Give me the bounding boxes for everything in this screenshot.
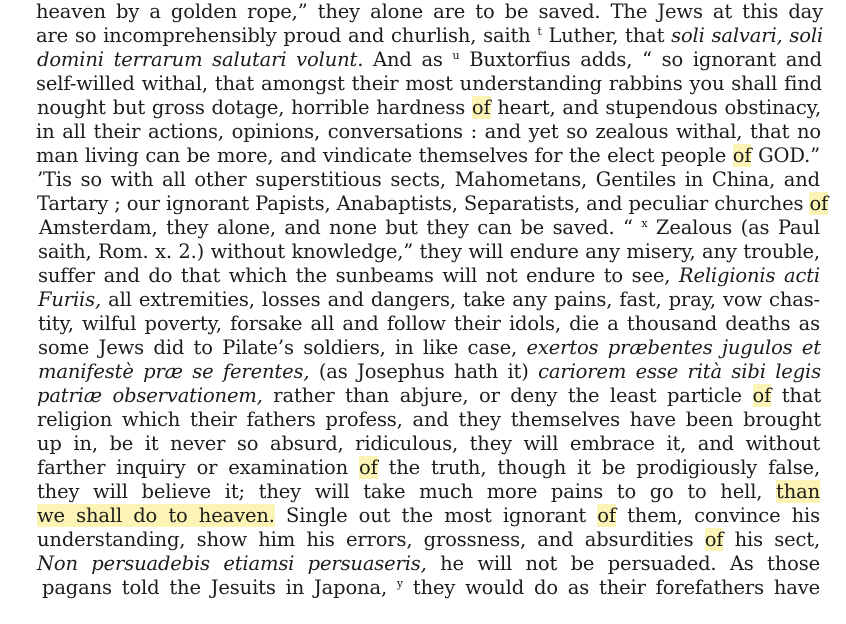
highlighted-text: of	[809, 192, 829, 215]
text-segment: ’Tis so with all other superstitious sects, Mahometans, Gentiles in China, and	[37, 168, 820, 191]
text-line-4	[0, 72, 846, 96]
text-segment: And as	[363, 48, 453, 71]
highlighted-text: of	[732, 144, 752, 167]
text-segment: understanding, show him his errors, grossness, and absurdities	[37, 528, 705, 551]
highlighted-text: of	[471, 96, 491, 119]
text-segment: GOD.”	[751, 144, 820, 167]
text-line-21	[0, 480, 846, 504]
italic-text: cariorem esse rità sibi legis	[538, 360, 821, 383]
italic-text: domini terrarum salutari volunt.	[37, 48, 364, 71]
text-segment: they would do as their forefathers have	[402, 576, 820, 599]
text-line-20	[0, 456, 846, 480]
text-line-19	[0, 432, 846, 456]
text-line-18	[0, 408, 846, 432]
italic-text: manifestè præ se ferentes,	[38, 360, 310, 383]
footnote-marker: y	[396, 577, 403, 590]
text-line-7	[0, 144, 846, 168]
text-segment: Amsterdam, they alone, and none but they can be saved. “	[39, 216, 642, 239]
highlighted-text: we shall do to heaven.	[37, 504, 275, 527]
text-segment: heaven by a golden rope,” they alone are to be saved. The Jews at this day	[36, 0, 823, 23]
text-segment: Single out the most ignorant	[274, 504, 598, 527]
text-line-9	[0, 192, 846, 216]
text-segment: saith, Rom. x. 2.) without knowledge,” they will endure any misery, any trouble,	[38, 240, 820, 263]
text-segment: heart, and stupendous obstinacy,	[490, 96, 822, 119]
italic-text: Religionis acti	[678, 264, 821, 287]
text-segment: tity, wilful poverty, forsake all and follow their idols, die a thousand deaths as	[38, 312, 820, 335]
highlighted-text: of	[704, 528, 724, 551]
text-segment: his sect,	[723, 528, 821, 551]
text-segment: are so incomprehensibly proud and churlish, saith	[36, 24, 538, 47]
highlighted-text: than	[776, 480, 820, 503]
text-segment: suffer and do that which the sunbeams will not endure to see,	[38, 264, 679, 287]
highlighted-text: of	[597, 504, 616, 527]
text-segment: he will not be persuaded. As those	[426, 552, 820, 575]
text-segment: the truth, though it be prodigiously false,	[377, 456, 820, 479]
text-segment: (as Josephus hath it)	[309, 360, 539, 383]
highlighted-text: of	[358, 456, 378, 479]
text-segment: them, convince his	[615, 504, 821, 527]
text-line-17	[0, 384, 846, 408]
text-segment: they will believe it; they will take much more pains to go to hell,	[37, 480, 777, 503]
text-line-8	[0, 168, 846, 192]
footnote-marker: u	[452, 49, 460, 62]
italic-text: Furiis,	[38, 288, 102, 311]
text-segment: self-willed withal, that amongst their most understanding rabbins you shall find	[36, 72, 822, 95]
text-line-15	[0, 336, 846, 360]
text-line-23	[0, 528, 846, 552]
text-segment: rather than abjure, or deny the least particle	[262, 384, 753, 407]
text-line-1	[0, 0, 846, 24]
text-line-13	[0, 288, 846, 312]
text-segment: in all their actions, opinions, conversations : and yet so zealous withal, that no	[36, 120, 821, 143]
text-segment: Luther, that	[541, 24, 672, 47]
italic-text: Non persuadebis etiamsi persuaseris,	[37, 552, 427, 575]
text-line-12	[0, 264, 846, 288]
text-segment: nought but gross dotage, horrible hardness	[37, 96, 472, 119]
text-line-5	[0, 96, 846, 120]
text-segment: Buxtorfius adds, “ so ignorant and	[459, 48, 822, 71]
text-segment: pagans told the Jesuits in Japona,	[42, 576, 397, 599]
text-segment: man living can be more, and vindicate themselves for the elect people	[36, 144, 733, 167]
text-line-16	[0, 360, 846, 384]
text-segment: Tartary ; our ignorant Papists, Anabaptists, Separatists, and peculiar churches	[37, 192, 810, 215]
text-segment: that	[771, 384, 822, 407]
text-segment: religion which their fathers profess, and they themselves have been brought	[37, 408, 821, 431]
text-segment: some Jews did to Pilate’s soldiers, in like case,	[38, 336, 527, 359]
text-segment: up in, be it never so absurd, ridiculous, they will embrace it, and without	[37, 432, 820, 455]
text-line-24	[0, 552, 846, 576]
highlighted-text: of	[752, 384, 772, 407]
text-line-11	[0, 240, 846, 264]
text-line-14	[0, 312, 846, 336]
text-segment: all extremities, losses and dangers, take any pains, fast, pray, vow chas-	[101, 288, 820, 311]
text-line-22	[0, 504, 846, 528]
text-segment: farther inquiry or examination	[37, 456, 359, 479]
italic-text: soli salvari, soli	[671, 24, 823, 47]
text-segment: Zealous (as Paul	[647, 216, 820, 239]
text-line-10	[0, 216, 846, 240]
footnote-marker: t	[537, 25, 542, 38]
text-line-3	[0, 48, 846, 72]
footnote-marker: x	[641, 217, 648, 230]
text-line-25	[0, 576, 846, 600]
italic-text: exertos præbentes jugulos et	[526, 336, 821, 359]
text-line-2	[0, 24, 846, 48]
text-line-6	[0, 120, 846, 144]
italic-text: patriæ observationem,	[37, 384, 263, 407]
